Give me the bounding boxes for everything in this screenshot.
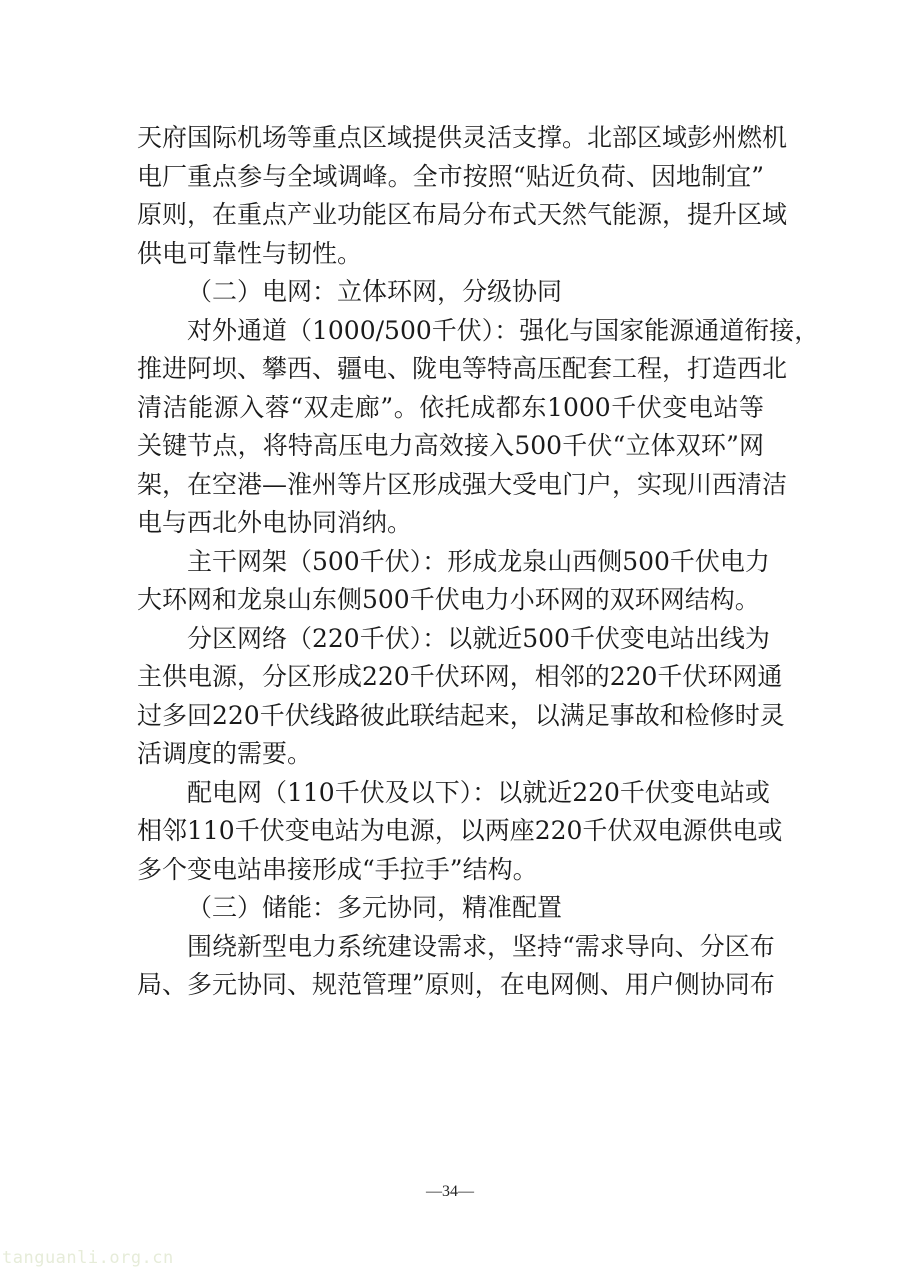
section-heading-storage: （三）储能：多元协同，精准配置 (187, 893, 563, 922)
text-line: 天府国际机场等重点区域提供灵活支撑。北部区域彭州燃机 (137, 123, 788, 152)
text-line: 对外通道（1000/500千伏）：强化与国家能源通道衔接， (187, 315, 820, 345)
text-line: 电与西北外电协同消纳。 (137, 508, 413, 537)
text-line: 围绕新型电力系统建设需求，坚持“需求导向、分区布 (187, 931, 775, 961)
text-line: 局、多元协同、规范管理”原则，在电网侧、用户侧协同布 (137, 970, 775, 999)
text-line: 主供电源，分区形成220千伏环网，相邻的220千伏环网通 (137, 662, 783, 691)
text-line: 过多回220千伏线路彼此联结起来，以满足事故和检修时灵 (137, 700, 785, 730)
text-line: 主干网架（500千伏）：形成龙泉山西侧500千伏电力 (187, 546, 770, 576)
text-line: 推进阿坝、攀西、疆电、陇电等特高压配套工程，打造西北 (137, 354, 788, 383)
document-body (137, 119, 820, 1005)
text-line: 相邻110千伏变电站为电源，以两座220千伏双电源供电或 (137, 816, 783, 845)
text-line: 供电可靠性与韧性。 (137, 238, 363, 268)
text-line: 多个变电站串接形成“手拉手”结构。 (137, 854, 538, 884)
text-line: 配电网（110千伏及以下）：以就近220千伏变电站或 (187, 777, 770, 807)
page-number: —34— (426, 1183, 474, 1200)
text-line: 分区网络（220千伏）：以就近500千伏变电站出线为 (187, 623, 770, 653)
text-line: 架，在空港—淮州等片区形成强大受电门户，实现川西清洁 (137, 469, 788, 499)
watermark: tanguanli.org.cn (2, 1248, 174, 1268)
text-line: 活调度的需要。 (137, 739, 313, 768)
section-heading-grid: （二）电网：立体环网，分级协同 (187, 277, 563, 306)
text-line: 关键节点，将特高压电力高效接入500千伏“立体双环”网 (137, 431, 764, 460)
text-line: 电厂重点参与全域调峰。全市按照“贴近负荷、因地制宜” (137, 161, 764, 191)
text-line: 大环网和龙泉山东侧500千伏电力小环网的双环网结构。 (137, 585, 760, 614)
text-line: 清洁能源入蓉“双走廊”。依托成都东1000千伏变电站等 (137, 392, 764, 422)
text-line: 原则，在重点产业功能区布局分布式天然气能源，提升区域 (137, 200, 788, 229)
